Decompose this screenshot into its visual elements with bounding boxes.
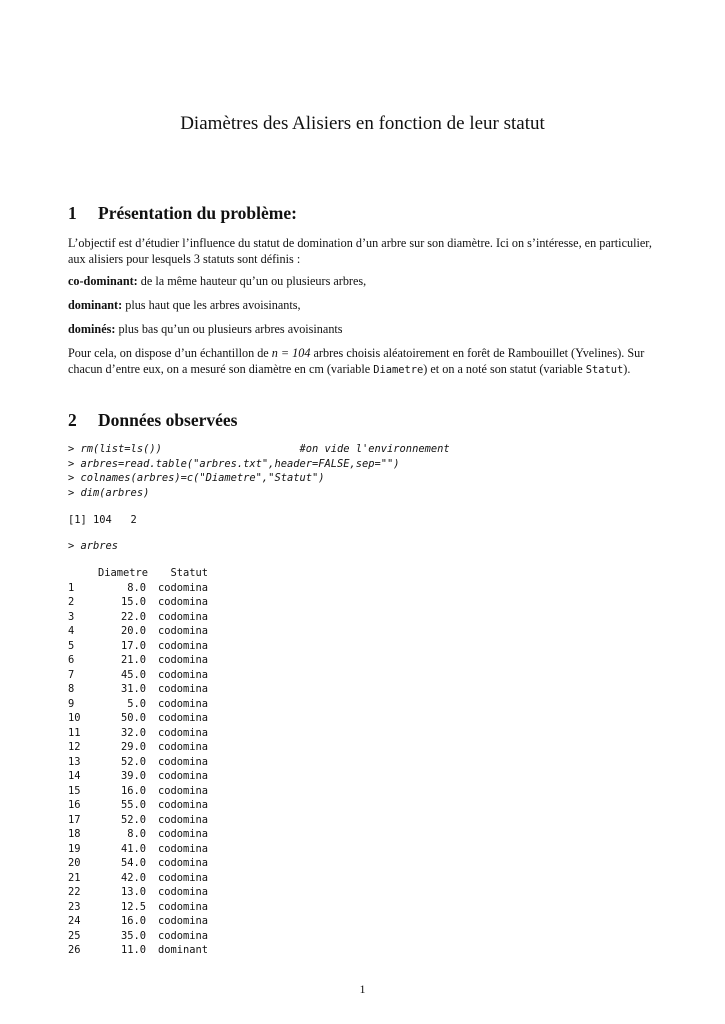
table-row bbox=[68, 784, 208, 799]
row-index: 7 bbox=[68, 668, 75, 681]
table-row bbox=[68, 900, 208, 915]
diametre-cell: 21.0 bbox=[120, 654, 146, 666]
row-index: 2 bbox=[68, 596, 75, 608]
definition-text: de la même hauteur qu’un ou plusieurs arbres, bbox=[140, 274, 367, 288]
definition-dominant bbox=[68, 297, 660, 313]
variable-diametre: Diametre bbox=[373, 364, 424, 376]
row-index: 3 bbox=[68, 610, 75, 623]
table-row bbox=[68, 827, 208, 842]
table-row bbox=[68, 885, 208, 900]
statut-cell: codomina bbox=[157, 741, 208, 753]
table-row bbox=[68, 755, 208, 770]
diametre-cell: 20.0 bbox=[120, 625, 146, 637]
table-row bbox=[68, 610, 208, 625]
table-row bbox=[68, 929, 208, 944]
column-header: Statut bbox=[170, 567, 208, 579]
diametre-cell: 54.0 bbox=[120, 857, 146, 869]
statut-cell: codomina bbox=[157, 726, 208, 739]
row-index: 12 bbox=[68, 741, 81, 753]
method-paragraph bbox=[68, 345, 660, 378]
diametre-cell: 55.0 bbox=[120, 799, 146, 811]
definition-term: dominant: bbox=[68, 298, 123, 312]
statut-cell: codomina bbox=[157, 871, 208, 884]
row-index: 6 bbox=[68, 654, 75, 666]
statut-cell: codomina bbox=[157, 668, 208, 681]
diametre-cell: 50.0 bbox=[120, 712, 146, 724]
r-code-block bbox=[68, 442, 450, 500]
statut-cell: dominant bbox=[157, 944, 208, 956]
section-heading-2 bbox=[68, 410, 238, 431]
page-number: 1 bbox=[359, 982, 366, 996]
diametre-cell: 31.0 bbox=[120, 683, 146, 695]
diametre-cell: 17.0 bbox=[120, 639, 146, 652]
table-row bbox=[68, 871, 208, 886]
diametre-cell: 22.0 bbox=[120, 610, 146, 623]
code-line: > arbres bbox=[68, 540, 119, 552]
diametre-cell: 41.0 bbox=[120, 842, 146, 855]
variable-statut: Statut bbox=[585, 364, 624, 376]
table-row bbox=[68, 798, 208, 813]
statut-cell: codomina bbox=[157, 857, 208, 869]
row-index: 17 bbox=[68, 813, 81, 826]
statut-cell: codomina bbox=[157, 813, 208, 826]
section-title: Présentation du problème: bbox=[98, 203, 297, 223]
diametre-cell: 39.0 bbox=[120, 770, 146, 782]
table-row bbox=[68, 653, 208, 668]
table-row bbox=[68, 682, 208, 697]
table-row bbox=[68, 842, 208, 857]
statut-cell: codomina bbox=[157, 654, 208, 666]
statut-cell: codomina bbox=[157, 784, 208, 797]
diametre-cell: 16.0 bbox=[120, 784, 146, 797]
row-index: 23 bbox=[68, 900, 81, 913]
row-index: 5 bbox=[68, 639, 75, 652]
diametre-cell: 8.0 bbox=[127, 581, 146, 594]
document-title: Diamètres des Alisiers en fonction de leur statut bbox=[180, 113, 545, 134]
section-number: 1 bbox=[68, 203, 77, 223]
row-index: 16 bbox=[68, 799, 81, 811]
definition-text: plus bas qu’un ou plusieurs arbres avoisinants bbox=[118, 322, 343, 336]
dim-output: [1] 104 2 bbox=[68, 514, 137, 526]
statut-cell: codomina bbox=[157, 900, 208, 913]
statut-cell: codomina bbox=[157, 639, 208, 652]
statut-cell: codomina bbox=[157, 712, 208, 724]
intro-paragraph: L’objectif est d’étudier l’influence du statut de domination d’un arbre sur son diamètre. Ici on s’intéresse, en particulier, aux alisiers pour lesquels 3 statuts sont définis : bbox=[68, 236, 652, 266]
row-index: 8 bbox=[68, 683, 75, 695]
table-row bbox=[68, 813, 208, 828]
diametre-cell: 16.0 bbox=[120, 915, 146, 927]
statut-cell: codomina bbox=[157, 770, 208, 782]
table-row bbox=[68, 914, 208, 929]
statut-cell: codomina bbox=[157, 596, 208, 608]
statut-cell: codomina bbox=[157, 799, 208, 811]
table-row bbox=[68, 668, 208, 683]
statut-cell: codomina bbox=[157, 842, 208, 855]
diametre-cell: 29.0 bbox=[120, 741, 146, 753]
diametre-cell: 52.0 bbox=[120, 813, 146, 826]
definition-domines bbox=[68, 321, 660, 337]
diametre-cell: 35.0 bbox=[120, 929, 146, 942]
method-text: ) et on a noté son statut (variable bbox=[423, 362, 586, 376]
table-row bbox=[68, 581, 208, 596]
row-index: 1 bbox=[68, 581, 75, 594]
row-index: 21 bbox=[68, 871, 81, 884]
row-index: 10 bbox=[68, 712, 81, 724]
table-row bbox=[68, 740, 208, 755]
section-heading-1 bbox=[68, 203, 297, 224]
row-index: 9 bbox=[68, 697, 75, 710]
statut-cell: codomina bbox=[157, 828, 208, 840]
statut-cell: codomina bbox=[157, 755, 208, 768]
row-index: 11 bbox=[68, 726, 81, 739]
row-index: 4 bbox=[68, 625, 75, 637]
section-number: 2 bbox=[68, 410, 77, 430]
table-header-row bbox=[68, 566, 208, 581]
diametre-cell: 12.5 bbox=[120, 900, 146, 913]
table-row bbox=[68, 856, 208, 871]
row-index: 25 bbox=[68, 929, 81, 942]
code-line: > rm(list=ls()) #on vide l'environnement bbox=[68, 443, 450, 455]
method-text: arbres choisis aléatoirement en forêt de Rambouillet (Yvelines). Sur chacun d’entre eux, on a mesuré son diamètre en cm (variable bbox=[68, 346, 645, 376]
diametre-cell: 42.0 bbox=[120, 871, 146, 884]
row-index: 15 bbox=[68, 784, 81, 797]
diametre-cell: 11.0 bbox=[120, 944, 146, 956]
row-index: 20 bbox=[68, 857, 81, 869]
method-text: ). bbox=[623, 362, 631, 376]
statut-cell: codomina bbox=[157, 929, 208, 942]
statut-cell: codomina bbox=[157, 683, 208, 695]
diametre-cell: 15.0 bbox=[120, 596, 146, 608]
diametre-cell: 5.0 bbox=[127, 697, 146, 710]
data-table bbox=[68, 566, 208, 958]
definition-term: co-dominant: bbox=[68, 274, 138, 288]
statut-cell: codomina bbox=[157, 581, 208, 594]
definition-text: plus haut que les arbres avoisinants, bbox=[125, 298, 301, 312]
table-row bbox=[68, 711, 208, 726]
diametre-cell: 45.0 bbox=[120, 668, 146, 681]
statut-cell: codomina bbox=[157, 610, 208, 623]
table-row bbox=[68, 639, 208, 654]
row-index: 24 bbox=[68, 915, 81, 927]
diametre-cell: 52.0 bbox=[120, 755, 146, 768]
column-header: Diametre bbox=[98, 567, 149, 579]
diametre-cell: 8.0 bbox=[127, 828, 146, 840]
row-index: 19 bbox=[68, 842, 81, 855]
table-row bbox=[68, 726, 208, 741]
code-line: > colnames(arbres)=c("Diametre","Statut") bbox=[68, 472, 325, 484]
method-text: Pour cela, on dispose d’un échantillon de bbox=[68, 346, 272, 360]
definition-codominant bbox=[68, 273, 660, 289]
code-line: > arbres=read.table("arbres.txt",header=FALSE,sep="") bbox=[68, 457, 400, 470]
table-row bbox=[68, 943, 208, 958]
sample-size-math: n = 104 bbox=[271, 346, 311, 360]
table-row bbox=[68, 624, 208, 639]
table-row bbox=[68, 595, 208, 610]
r-code-block-2 bbox=[68, 539, 118, 554]
table-row bbox=[68, 769, 208, 784]
code-line: > dim(arbres) bbox=[68, 486, 150, 499]
diametre-cell: 32.0 bbox=[120, 726, 146, 739]
row-index: 18 bbox=[68, 828, 81, 840]
row-index: 14 bbox=[68, 770, 81, 782]
diametre-cell: 13.0 bbox=[120, 886, 146, 898]
section-title: Données observées bbox=[98, 410, 238, 430]
row-index: 13 bbox=[68, 755, 81, 768]
statut-cell: codomina bbox=[157, 697, 208, 710]
statut-cell: codomina bbox=[157, 886, 208, 898]
statut-cell: codomina bbox=[157, 625, 208, 637]
statut-cell: codomina bbox=[157, 915, 208, 927]
definition-term: dominés: bbox=[68, 322, 116, 336]
table-row bbox=[68, 697, 208, 712]
row-index: 26 bbox=[68, 944, 81, 956]
row-index: 22 bbox=[68, 886, 81, 898]
